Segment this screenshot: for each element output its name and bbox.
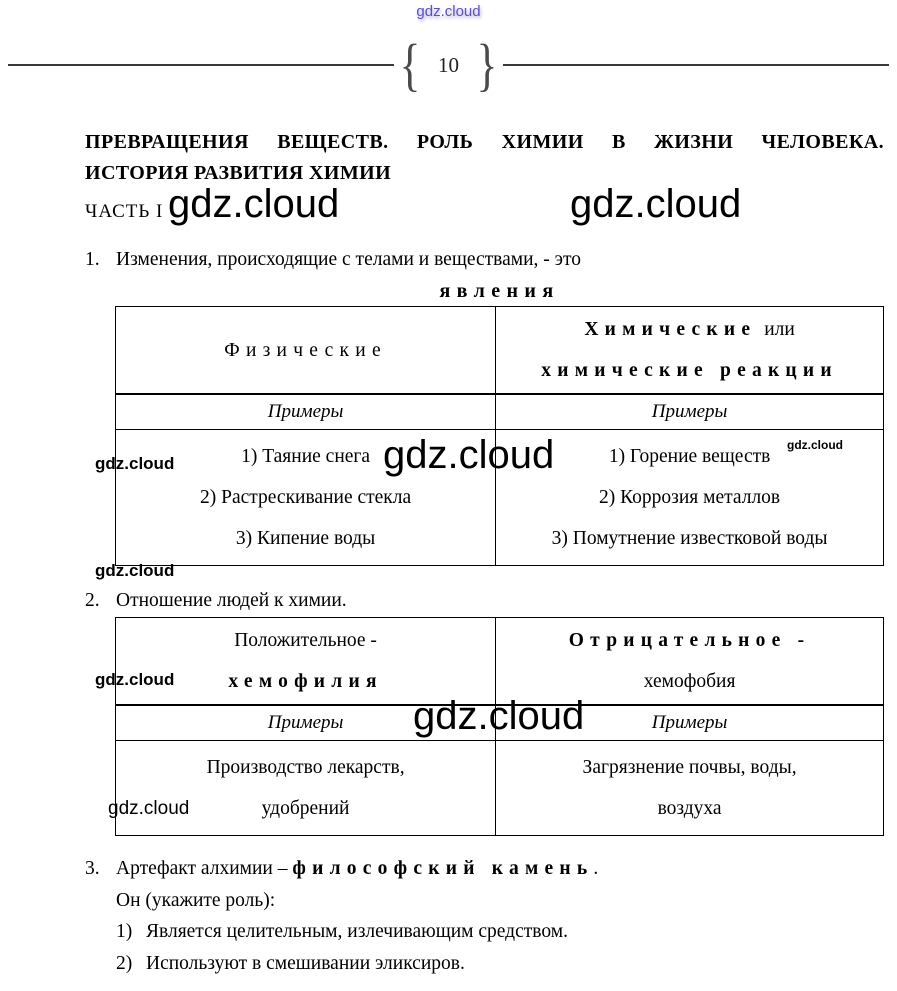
heading-line-2: ИСТОРИЯ РАЗВИТИЯ ХИМИИ — [85, 162, 392, 184]
chemophilia-text: хемофилия — [228, 671, 383, 692]
item-2-text: Используют в смешивании эликсиров. — [146, 952, 465, 974]
examples-label: Примеры — [651, 711, 728, 733]
negative-example-line-1: Загрязнение почвы, воды, — [582, 756, 797, 778]
negative-examples-cell — [496, 740, 884, 835]
chemical-examples-label-cell — [496, 394, 884, 429]
item-1-number: 1) — [116, 921, 133, 942]
page-number-ornament — [0, 32, 897, 97]
section-heading — [85, 127, 884, 189]
positive-example-line-2: удобрений — [261, 797, 350, 819]
item-2-number: 2) — [116, 952, 133, 974]
negative-header-line-1 — [502, 620, 877, 661]
right-brace-ornament: } — [476, 32, 498, 97]
positive-header-cell — [116, 618, 496, 706]
question-1-answer: явления — [439, 280, 560, 302]
watermark-top: gdz.cloud — [416, 3, 481, 20]
negative-header-text: Отрицательное - — [568, 630, 811, 651]
watermark: gdz.cloud — [95, 670, 175, 689]
horizontal-rule-left — [8, 64, 394, 66]
left-brace-ornament: { — [399, 32, 421, 97]
attitude-table-header-row — [116, 618, 884, 706]
physical-header-text: Физические — [224, 339, 387, 361]
watermark: gdz.cloud — [413, 694, 585, 738]
question-1-number: 1. — [85, 249, 100, 270]
question-1 — [85, 249, 581, 271]
examples-label: Примеры — [267, 400, 344, 422]
negative-example-line-2: воздуха — [657, 797, 722, 819]
horizontal-rule-right — [503, 64, 889, 66]
physical-example-3: 3) Кипение воды — [235, 527, 376, 549]
positive-example-line-1: Производство лекарств, — [206, 756, 405, 778]
watermark: gdz.cloud — [570, 182, 742, 226]
question-3-number: 3. — [85, 858, 100, 879]
negative-header-line-2: хемофобия — [643, 671, 736, 692]
chemical-reactions-text: химические реакции — [541, 360, 838, 381]
watermark: gdz.cloud — [95, 454, 175, 473]
chemical-header-word: Химические — [584, 319, 757, 340]
question-3-line-1 — [85, 853, 885, 885]
examples-label: Примеры — [267, 711, 344, 733]
negative-header-cell — [496, 618, 884, 706]
chemical-header-cell — [496, 307, 884, 395]
phenomena-table-header-row — [116, 307, 884, 395]
watermark: gdz.cloud — [787, 438, 843, 452]
physical-example-2: 2) Растрескивание стекла — [199, 486, 412, 508]
positive-header-line-1: Положительное - — [234, 630, 377, 651]
chemical-header-line-2 — [502, 350, 877, 391]
watermark: gdz.cloud — [95, 561, 175, 580]
chemical-example-3: 3) Помутнение известковой воды — [551, 527, 828, 549]
part-label: ЧАСТЬ I — [85, 201, 164, 222]
question-3-role-prompt: Он (укажите роль): — [116, 889, 276, 911]
chemical-header-line-1 — [502, 309, 877, 350]
question-3-answer: философский камень — [292, 858, 594, 879]
question-3-item-1 — [116, 916, 885, 948]
question-2-text: Отношение людей к химии. — [116, 590, 347, 611]
question-3-item-2 — [116, 948, 885, 980]
physical-example-1: 1) Таяние снега — [241, 445, 371, 467]
phenomena-examples-label-row — [116, 394, 884, 429]
attitude-examples-row — [116, 740, 884, 835]
chemical-header-conjunction: или — [764, 319, 795, 340]
question-3 — [85, 853, 885, 979]
question-2 — [85, 590, 347, 612]
examples-label: Примеры — [651, 400, 728, 422]
physical-header-cell — [116, 307, 496, 395]
watermark: gdz.cloud — [168, 182, 340, 226]
item-1-text: Является целительным, излечивающим средством. — [146, 921, 568, 942]
chemical-example-1: 1) Горение веществ — [608, 445, 771, 467]
question-3-suffix: . — [593, 858, 599, 879]
positive-examples-cell — [116, 740, 496, 835]
watermark: gdz.cloud — [108, 798, 190, 819]
physical-examples-label-cell — [116, 394, 496, 429]
question-1-text: Изменения, происходящие с телами и веществами, - это — [116, 249, 582, 270]
page-number: 10 — [438, 52, 459, 77]
watermark: gdz.cloud — [383, 433, 555, 477]
question-2-number: 2. — [85, 590, 100, 611]
question-3-prefix: Артефакт алхимии – — [116, 858, 293, 879]
chemical-example-2: 2) Коррозия металлов — [599, 486, 781, 508]
heading-line-1: ПРЕВРАЩЕНИЯ ВЕЩЕСТВ. РОЛЬ ХИМИИ В ЖИЗНИ ЧЕЛОВЕКА. — [85, 131, 884, 153]
